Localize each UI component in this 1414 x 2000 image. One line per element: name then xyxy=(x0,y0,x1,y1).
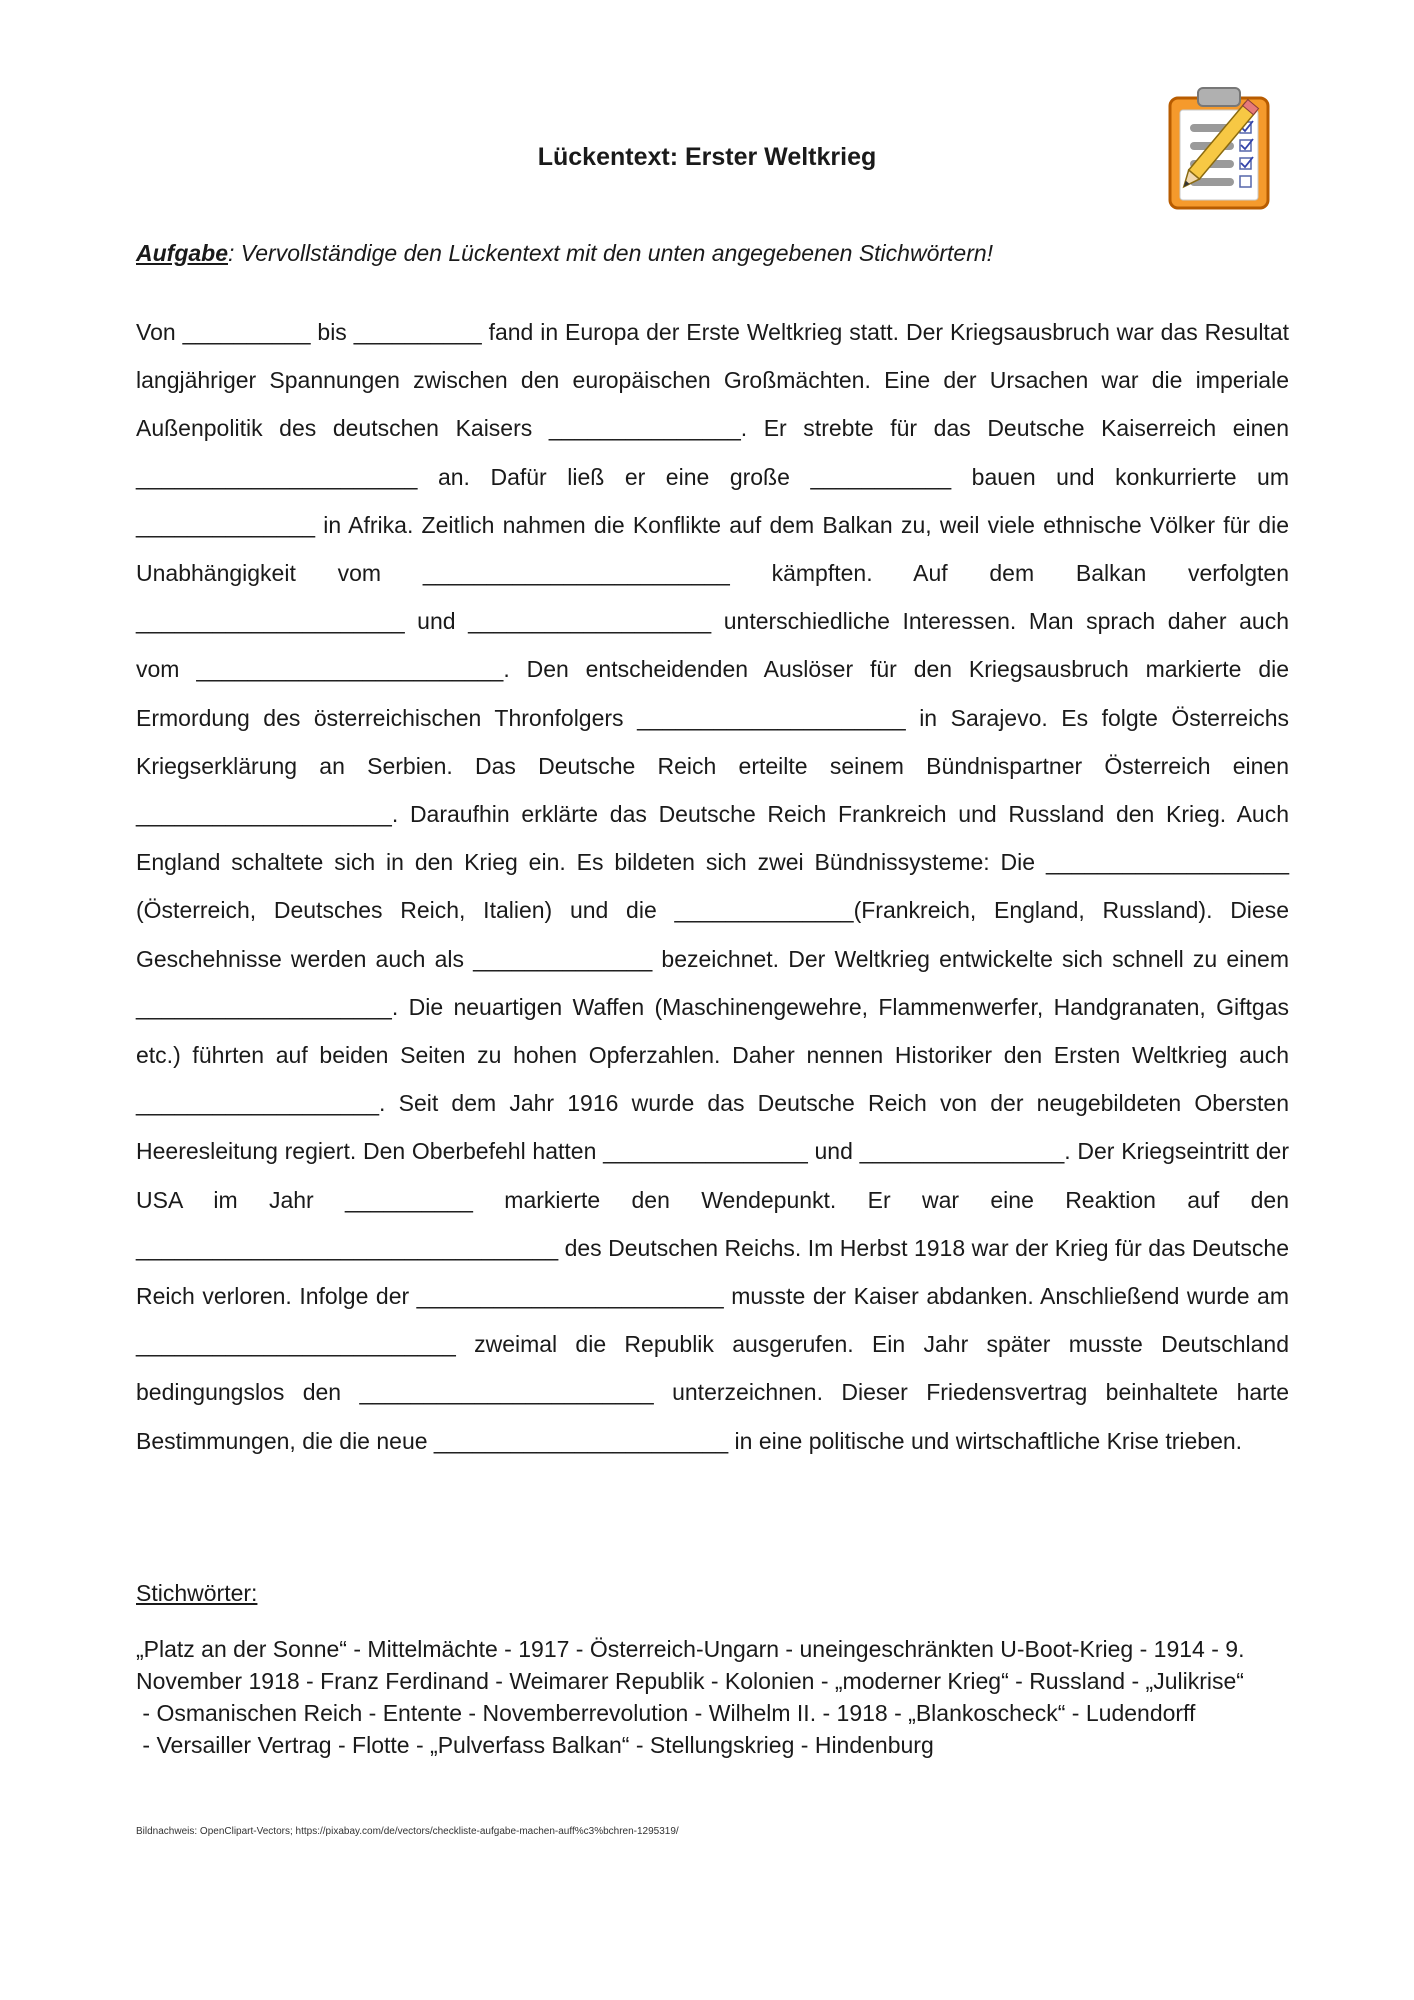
blank-line: ______________ xyxy=(473,945,653,972)
clipboard-checklist-icon xyxy=(1160,84,1278,212)
blank-line: _____________________ xyxy=(136,608,405,635)
text-segment: bis xyxy=(310,319,354,345)
task-text: : Vervollständige den Lückentext mit den unten angegebenen Stichwörtern! xyxy=(228,240,994,266)
keyword-separator: - xyxy=(629,1732,650,1758)
keyword: Osmanischen Reich xyxy=(156,1700,363,1726)
task-label: Aufgabe xyxy=(136,240,228,266)
keyword: Weimarer Republik xyxy=(509,1668,705,1694)
keyword: „Julikrise“ xyxy=(1145,1668,1244,1694)
blank-line: ______________________ xyxy=(136,463,418,490)
text-segment: . Seit dem Jahr 1916 wurde das Deutsche Reich von der neugebildeten Obersten Heeresleitung regiert. Den Oberbefehl hatten xyxy=(136,1090,1289,1165)
keyword-separator: - xyxy=(704,1668,725,1694)
keyword-separator: - xyxy=(1008,1668,1030,1694)
blank-line: ________________________ xyxy=(196,656,504,683)
blank-line: ________________________ xyxy=(422,560,730,587)
text-segment: . Der Kriegseintritt der USA im Jahr xyxy=(136,1138,1289,1213)
blank-line: ________________________ xyxy=(416,1283,724,1310)
keyword: Ludendorff xyxy=(1085,1700,1196,1726)
keyword-separator: - xyxy=(488,1668,510,1694)
keyword-separator: - xyxy=(346,1636,368,1662)
text-segment: . Daraufhin erklärte das Deutsche Reich Frankreich und Russland den Krieg. Auch England schaltete sich in den Krieg ein. Es bildeten sich zwei Bündnissysteme: Die xyxy=(136,801,1289,876)
blank-line: ___________________ xyxy=(136,1090,380,1117)
keyword-separator: - xyxy=(299,1668,321,1694)
text-segment: unterzeichnen. Dieser Friedensvertrag beinhaltete harte Bestimmungen, die die neue xyxy=(136,1379,1290,1454)
text-segment: in Sarajevo. Es folgte Österreichs Kriegserklärung an Serbien. Das Deutsche Reich erteilte seinem Bündnispartner Österreich einen xyxy=(136,704,1289,779)
keyword-separator: - xyxy=(1204,1636,1226,1662)
keyword: „moderner Krieg“ xyxy=(834,1668,1009,1694)
blank-line: ____________________ xyxy=(136,801,392,828)
text-segment: bauen und konkurrierte um xyxy=(951,463,1289,490)
keyword: 1918 xyxy=(836,1700,888,1726)
keyword-separator: - xyxy=(816,1700,837,1726)
keyword-separator: - xyxy=(331,1732,353,1758)
keyword: Stellungskrieg xyxy=(649,1732,795,1758)
text-segment: musste der Kaiser abdanken. Anschließend wurde am xyxy=(723,1283,1289,1310)
text-segment: (Österreich, Deutsches Reich, Italien) und die xyxy=(136,897,675,924)
keyword-separator: - xyxy=(887,1700,909,1726)
keyword-separator: - xyxy=(1133,1636,1154,1662)
blank-line: ___________ xyxy=(810,463,952,490)
keyword-separator: - xyxy=(569,1636,590,1662)
blank-line: _________________________ xyxy=(136,1331,456,1358)
blank-line: ______________ xyxy=(136,511,316,538)
blank-line: _______________________ xyxy=(433,1427,729,1454)
blank-line: __________ xyxy=(353,319,482,345)
keyword-separator: - xyxy=(1065,1700,1086,1726)
text-segment: kämpften. Auf dem Balkan verfolgten xyxy=(729,560,1290,587)
text-segment: und xyxy=(807,1138,860,1165)
text-segment: und xyxy=(404,608,469,635)
keyword-separator: - xyxy=(136,1700,157,1726)
text-segment: unterschiedliche Interessen. Man sprach daher auch vom xyxy=(136,608,1289,683)
keyword-separator: - xyxy=(409,1732,431,1758)
keyword: „Blankoscheck“ xyxy=(908,1700,1066,1726)
keyword: „Pulverfass Balkan“ xyxy=(430,1732,630,1758)
keyword: uneingeschränkten U-Boot-Krieg xyxy=(799,1636,1134,1662)
keyword-separator: - xyxy=(462,1700,483,1726)
keyword: 1917 xyxy=(518,1636,570,1662)
image-credit: Bildnachweis: OpenClipart-Vectors; https://pixabay.com/de/vectors/checkliste-aufgabe-machen-auff%c3%bchren-1295319/ xyxy=(136,1826,679,1837)
keyword: Franz Ferdinand xyxy=(320,1668,489,1694)
keyword: Versailler Vertrag xyxy=(156,1732,332,1758)
text-segment: . Die neuartigen Waffen (Maschinengewehre, Flammenwerfer, Handgranaten, Giftgas etc.) führten auf beiden Seiten zu hohen Opferzahlen. Daher nennen Historiker den Ersten Weltkrieg auch xyxy=(136,993,1289,1069)
text-segment: Von xyxy=(136,319,183,345)
blank-line: ____________________ xyxy=(136,993,392,1020)
blank-line: ________________ xyxy=(859,1138,1065,1165)
keyword-separator: - xyxy=(136,1732,157,1758)
blank-line: _______________ xyxy=(548,415,741,442)
keyword-separator: - xyxy=(688,1700,709,1726)
keyword: 9. November 1918 xyxy=(136,1636,1245,1694)
blank-line: _____________________ xyxy=(637,704,906,731)
blank-line: ___________________ xyxy=(468,608,712,635)
text-segment: zweimal die Republik ausgerufen. Ein Jahr später musste Deutschland bedingungslos den xyxy=(136,1331,1289,1406)
blank-line: __________ xyxy=(182,319,311,345)
keyword-separator: - xyxy=(362,1700,383,1726)
keyword: Entente xyxy=(382,1700,463,1726)
cloze-text xyxy=(136,308,1289,1465)
text-segment: des Deutschen Reichs. Im Herbst 1918 war der Krieg für das Deutsche Reich verloren. Infolge der xyxy=(136,1234,1289,1310)
blank-line: _______________________ xyxy=(359,1379,654,1406)
keyword: „Platz an der Sonne“ xyxy=(136,1636,347,1662)
blank-line: ___________________ xyxy=(1045,849,1289,876)
keyword-separator: - xyxy=(814,1668,835,1694)
keyword: Kolonien xyxy=(724,1668,815,1694)
blank-line: ______________ xyxy=(674,897,854,924)
text-segment: fand in Europa der Erste Weltkrieg statt. Der Kriegsausbruch war das Resultat langjähriger Spannungen zwischen den europäischen Großmächten. Eine der Ursachen war die imperiale Außenpolitik des deutschen Kaisers xyxy=(136,319,1290,442)
keyword-separator: - xyxy=(497,1636,519,1662)
text-segment: in eine politische und wirtschaftliche Krise trieben. xyxy=(728,1427,1243,1454)
keyword-separator: - xyxy=(794,1732,815,1758)
task-instruction xyxy=(136,240,1286,267)
keyword-separator: - xyxy=(1125,1668,1146,1694)
page-title: Lückentext: Erster Weltkrieg xyxy=(537,143,877,171)
keyword: Novemberrevolution xyxy=(482,1700,689,1726)
keyword: 1914 xyxy=(1153,1636,1205,1662)
text-segment: in Afrika. Zeitlich nahmen die Konflikte auf dem Balkan zu, weil viele ethnische Völker für die Unabhängigkeit vom xyxy=(136,511,1289,587)
keyword-separator: - xyxy=(779,1636,800,1662)
text-segment: an. Dafür ließ er eine große xyxy=(417,463,811,490)
keyword: Wilhelm II. xyxy=(708,1700,817,1726)
text-segment: . Den entscheidenden Auslöser für den Kriegsausbruch markierte die Ermordung des österreichischen Thronfolgers xyxy=(136,656,1290,731)
text-segment: bezeichnet. Der Weltkrieg entwickelte sich schnell zu einem xyxy=(652,945,1289,972)
blank-line: ________________ xyxy=(603,1138,808,1165)
keyword: Mittelmächte xyxy=(367,1636,498,1662)
blank-line: _________________________________ xyxy=(136,1234,559,1261)
keyword: Österreich-Ungarn xyxy=(589,1636,780,1662)
keyword: Hindenburg xyxy=(814,1732,934,1758)
keywords-list xyxy=(136,1633,1286,1761)
text-segment: . Er strebte für das Deutsche Kaiserreich einen xyxy=(740,415,1289,442)
keywords-heading: Stichwörter: xyxy=(136,1580,258,1606)
text-segment: (Frankreich, England, Russland). Diese Geschehnisse werden auch als xyxy=(136,897,1289,972)
blank-line: __________ xyxy=(345,1186,473,1213)
keyword: Flotte xyxy=(352,1732,410,1758)
text-segment: markierte den Wendepunkt. Er war eine Reaktion auf den xyxy=(472,1186,1289,1213)
keyword: Russland xyxy=(1029,1668,1126,1694)
